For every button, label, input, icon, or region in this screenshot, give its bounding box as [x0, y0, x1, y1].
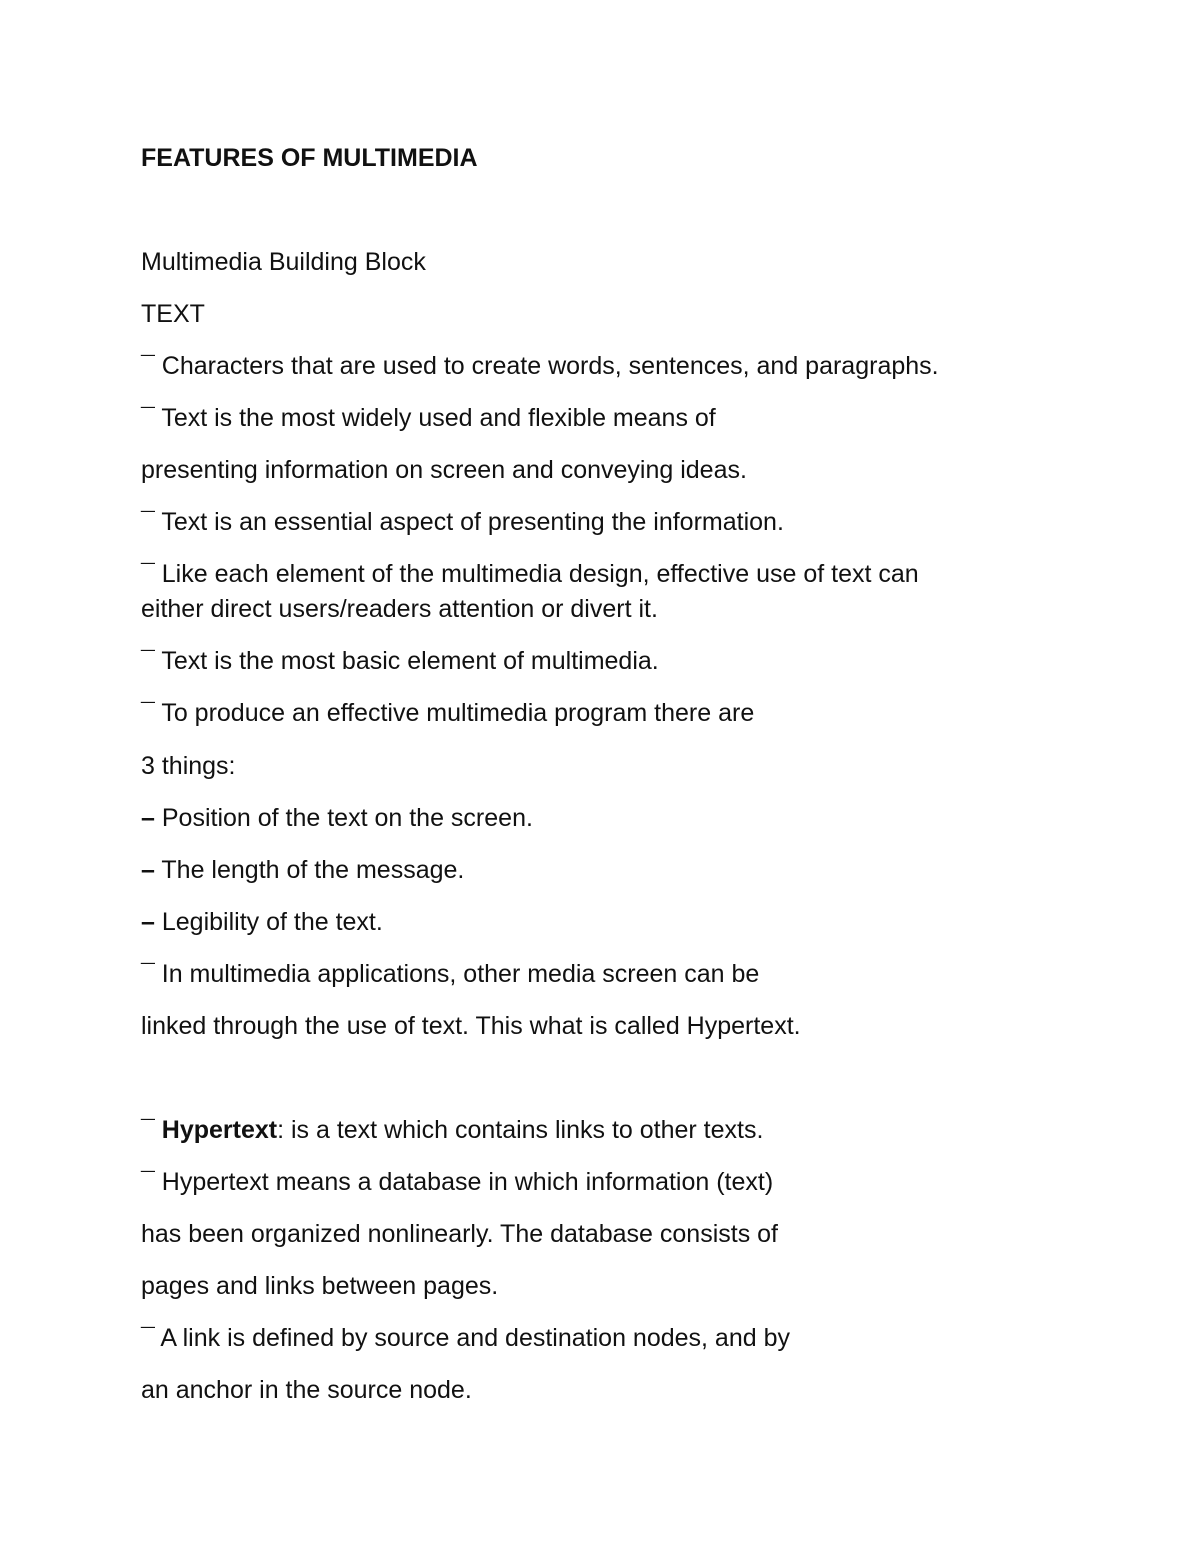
dash-line — [141, 905, 383, 939]
bullet-line — [141, 696, 754, 730]
bullet-glyph: ¯ — [141, 1324, 155, 1352]
bullet-line — [141, 644, 659, 678]
bullet-text: To produce an effective multimedia program there are — [161, 699, 755, 727]
bullet-line — [141, 557, 919, 591]
bullet-text: Text is an essential aspect of presenting the information. — [161, 508, 784, 536]
dash-text: Position of the text on the screen. — [161, 804, 533, 832]
bullet-glyph: ¯ — [141, 352, 155, 380]
section-subtitle: Multimedia Building Block — [141, 248, 426, 276]
continuation-line: has been organized nonlinearly. The database consists of — [141, 1220, 778, 1248]
document-title: FEATURES OF MULTIMEDIA — [141, 144, 478, 172]
bullet-glyph: ¯ — [141, 1116, 155, 1144]
hypertext-term: Hypertext — [161, 1116, 278, 1144]
bullet-line — [141, 1321, 790, 1355]
bullet-glyph: ¯ — [141, 1168, 155, 1196]
bullet-glyph: ¯ — [141, 560, 155, 588]
dash-glyph: – — [141, 856, 155, 884]
continuation-line: linked through the use of text. This what is called Hypertext. — [141, 1012, 801, 1040]
bullet-glyph: ¯ — [141, 508, 155, 536]
continuation-line: presenting information on screen and conveying ideas. — [141, 456, 747, 484]
bullet-text: : is a text which contains links to other texts. — [277, 1116, 764, 1144]
dash-text: The length of the message. — [161, 856, 465, 884]
bullet-line — [141, 505, 784, 539]
dash-line — [141, 801, 533, 835]
continuation-line: pages and links between pages. — [141, 1272, 499, 1300]
dash-glyph: – — [141, 804, 155, 832]
dash-text: Legibility of the text. — [161, 908, 383, 936]
bullet-line — [141, 349, 939, 383]
continuation-line: 3 things: — [141, 752, 236, 780]
bullet-text: Text is the most widely used and flexible means of — [161, 404, 716, 432]
continuation-line: either direct users/readers attention or divert it. — [141, 595, 658, 623]
bullet-line — [141, 957, 759, 991]
bullet-text: In multimedia applications, other media screen can be — [161, 960, 760, 988]
bullet-glyph: ¯ — [141, 647, 155, 675]
bullet-line — [141, 401, 716, 435]
bullet-text: A link is defined by source and destination nodes, and by — [160, 1324, 790, 1352]
section-heading: TEXT — [141, 300, 205, 328]
bullet-glyph: ¯ — [141, 404, 155, 432]
bullet-glyph: ¯ — [141, 960, 155, 988]
bullet-glyph: ¯ — [141, 699, 155, 727]
bullet-text: Like each element of the multimedia design, effective use of text can — [161, 560, 919, 588]
dash-line — [141, 853, 464, 887]
continuation-line: an anchor in the source node. — [141, 1376, 472, 1404]
bullet-text: Characters that are used to create words, sentences, and paragraphs. — [161, 352, 939, 380]
bullet-text: Text is the most basic element of multimedia. — [161, 647, 659, 675]
bullet-line — [141, 1113, 763, 1147]
bullet-line — [141, 1165, 773, 1199]
dash-glyph: – — [141, 908, 155, 936]
bullet-text: Hypertext means a database in which information (text) — [161, 1168, 774, 1196]
